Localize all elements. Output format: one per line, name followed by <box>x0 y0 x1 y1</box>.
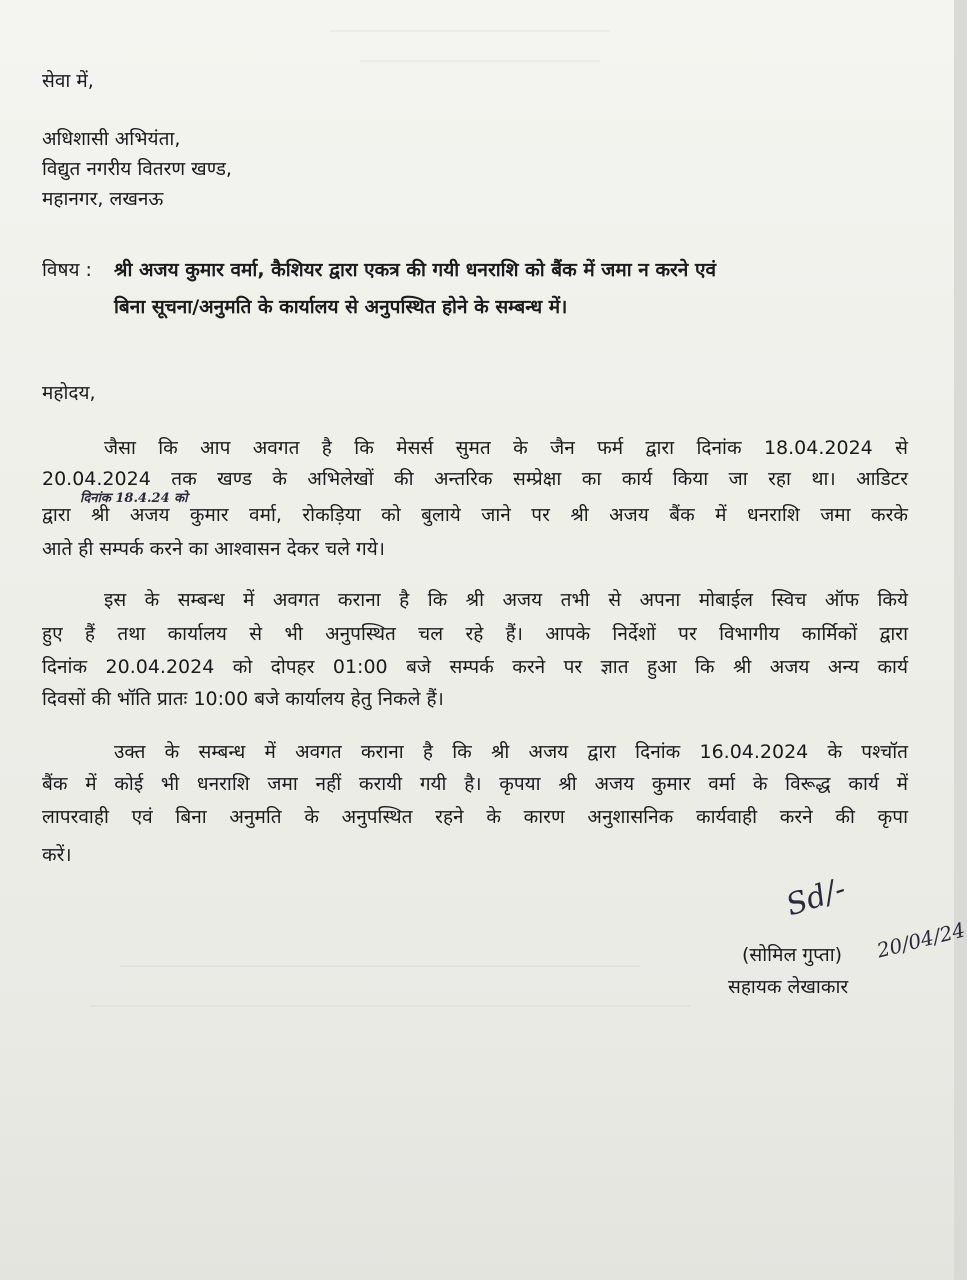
paragraph-3-line-4: करें। <box>42 844 72 866</box>
paragraph-2-line-4: दिवसों की भॉति प्रातः 10:00 बजे कार्यालय हेतु निकले हैं। <box>42 688 444 710</box>
bleed-through-mark <box>360 60 600 62</box>
paragraph-3-line-3: लापरवाही एवं बिना अनुमति के अनुपस्थित रहने के कारण अनुशासनिक कार्यवाही करने की कृपा <box>42 806 908 828</box>
signatory-name: (सोमिल गुप्ता) <box>742 944 843 966</box>
handwritten-insertion-note: दिनांक 18.4.24 को <box>80 491 188 506</box>
signatory-designation: सहायक लेखाकार <box>728 976 849 998</box>
handwritten-date: 20/04/24 <box>874 917 967 963</box>
bleed-through-mark <box>330 30 610 32</box>
address-line-2: विद्युत नगरीय वितरण खण्ड, <box>42 158 232 180</box>
paragraph-1-line-1: जैसा कि आप अवगत है कि मेसर्स सुमत के जैन फर्म द्वारा दिनांक 18.04.2024 से <box>104 437 908 459</box>
paragraph-2-line-2: हुए हैं तथा कार्यालय से भी अनुपस्थित चल रहे हैं। आपके निर्देशों पर विभागीय कार्मिकों द्वारा <box>42 623 908 645</box>
handwritten-signature: Sd/- <box>782 871 850 924</box>
address-line-3: महानगर, लखनऊ <box>42 188 164 210</box>
subject-line-2: बिना सूचना/अनुमति के कार्यालय से अनुपस्थित होने के सम्बन्ध में। <box>114 296 568 318</box>
paragraph-3-line-1: उक्त के सम्बन्ध में अवगत कराना है कि श्री अजय द्वारा दिनांक 16.04.2024 के पश्चॉत <box>114 741 908 763</box>
salutation-to: सेवा में, <box>42 70 94 92</box>
paragraph-1-line-2: 20.04.2024 तक खण्ड के अभिलेखों की अन्तरिक सम्प्रेक्षा का कार्य किया जा रहा था। आडिटर <box>42 468 908 490</box>
subject-line-1: श्री अजय कुमार वर्मा, कैशियर द्वारा एकत्र की गयी धनराशि को बैंक में जमा न करने एवं <box>114 259 717 281</box>
paragraph-2-line-1: इस के सम्बन्ध में अवगत कराना है कि श्री अजय तभी से अपना मोबाईल स्विच ऑफ किये <box>104 589 908 611</box>
paragraph-1-line-4: आते ही सम्पर्क करने का आश्वासन देकर चले गये। <box>42 538 385 560</box>
paragraph-2-line-3: दिनांक 20.04.2024 को दोपहर 01:00 बजे सम्पर्क करने पर ज्ञात हुआ कि श्री अजय अन्य कार्य <box>42 656 908 678</box>
address-line-1: अधिशासी अभियंता, <box>42 128 181 150</box>
paragraph-1-line-3: द्वारा श्री अजय कुमार वर्मा, रोकड़िया को बुलाये जाने पर श्री अजय बैंक में धनराशि जमा करके <box>42 504 908 526</box>
subject-label: विषय : <box>42 259 92 281</box>
paragraph-3-line-2: बैंक में कोई भी धनराशि जमा नहीं करायी गयी है। कृपया श्री अजय कुमार वर्मा के विरूद्ध कार्य में <box>42 773 908 795</box>
bleed-through-mark <box>120 965 640 967</box>
greeting: महोदय, <box>42 382 96 404</box>
bleed-through-mark <box>90 1005 690 1007</box>
